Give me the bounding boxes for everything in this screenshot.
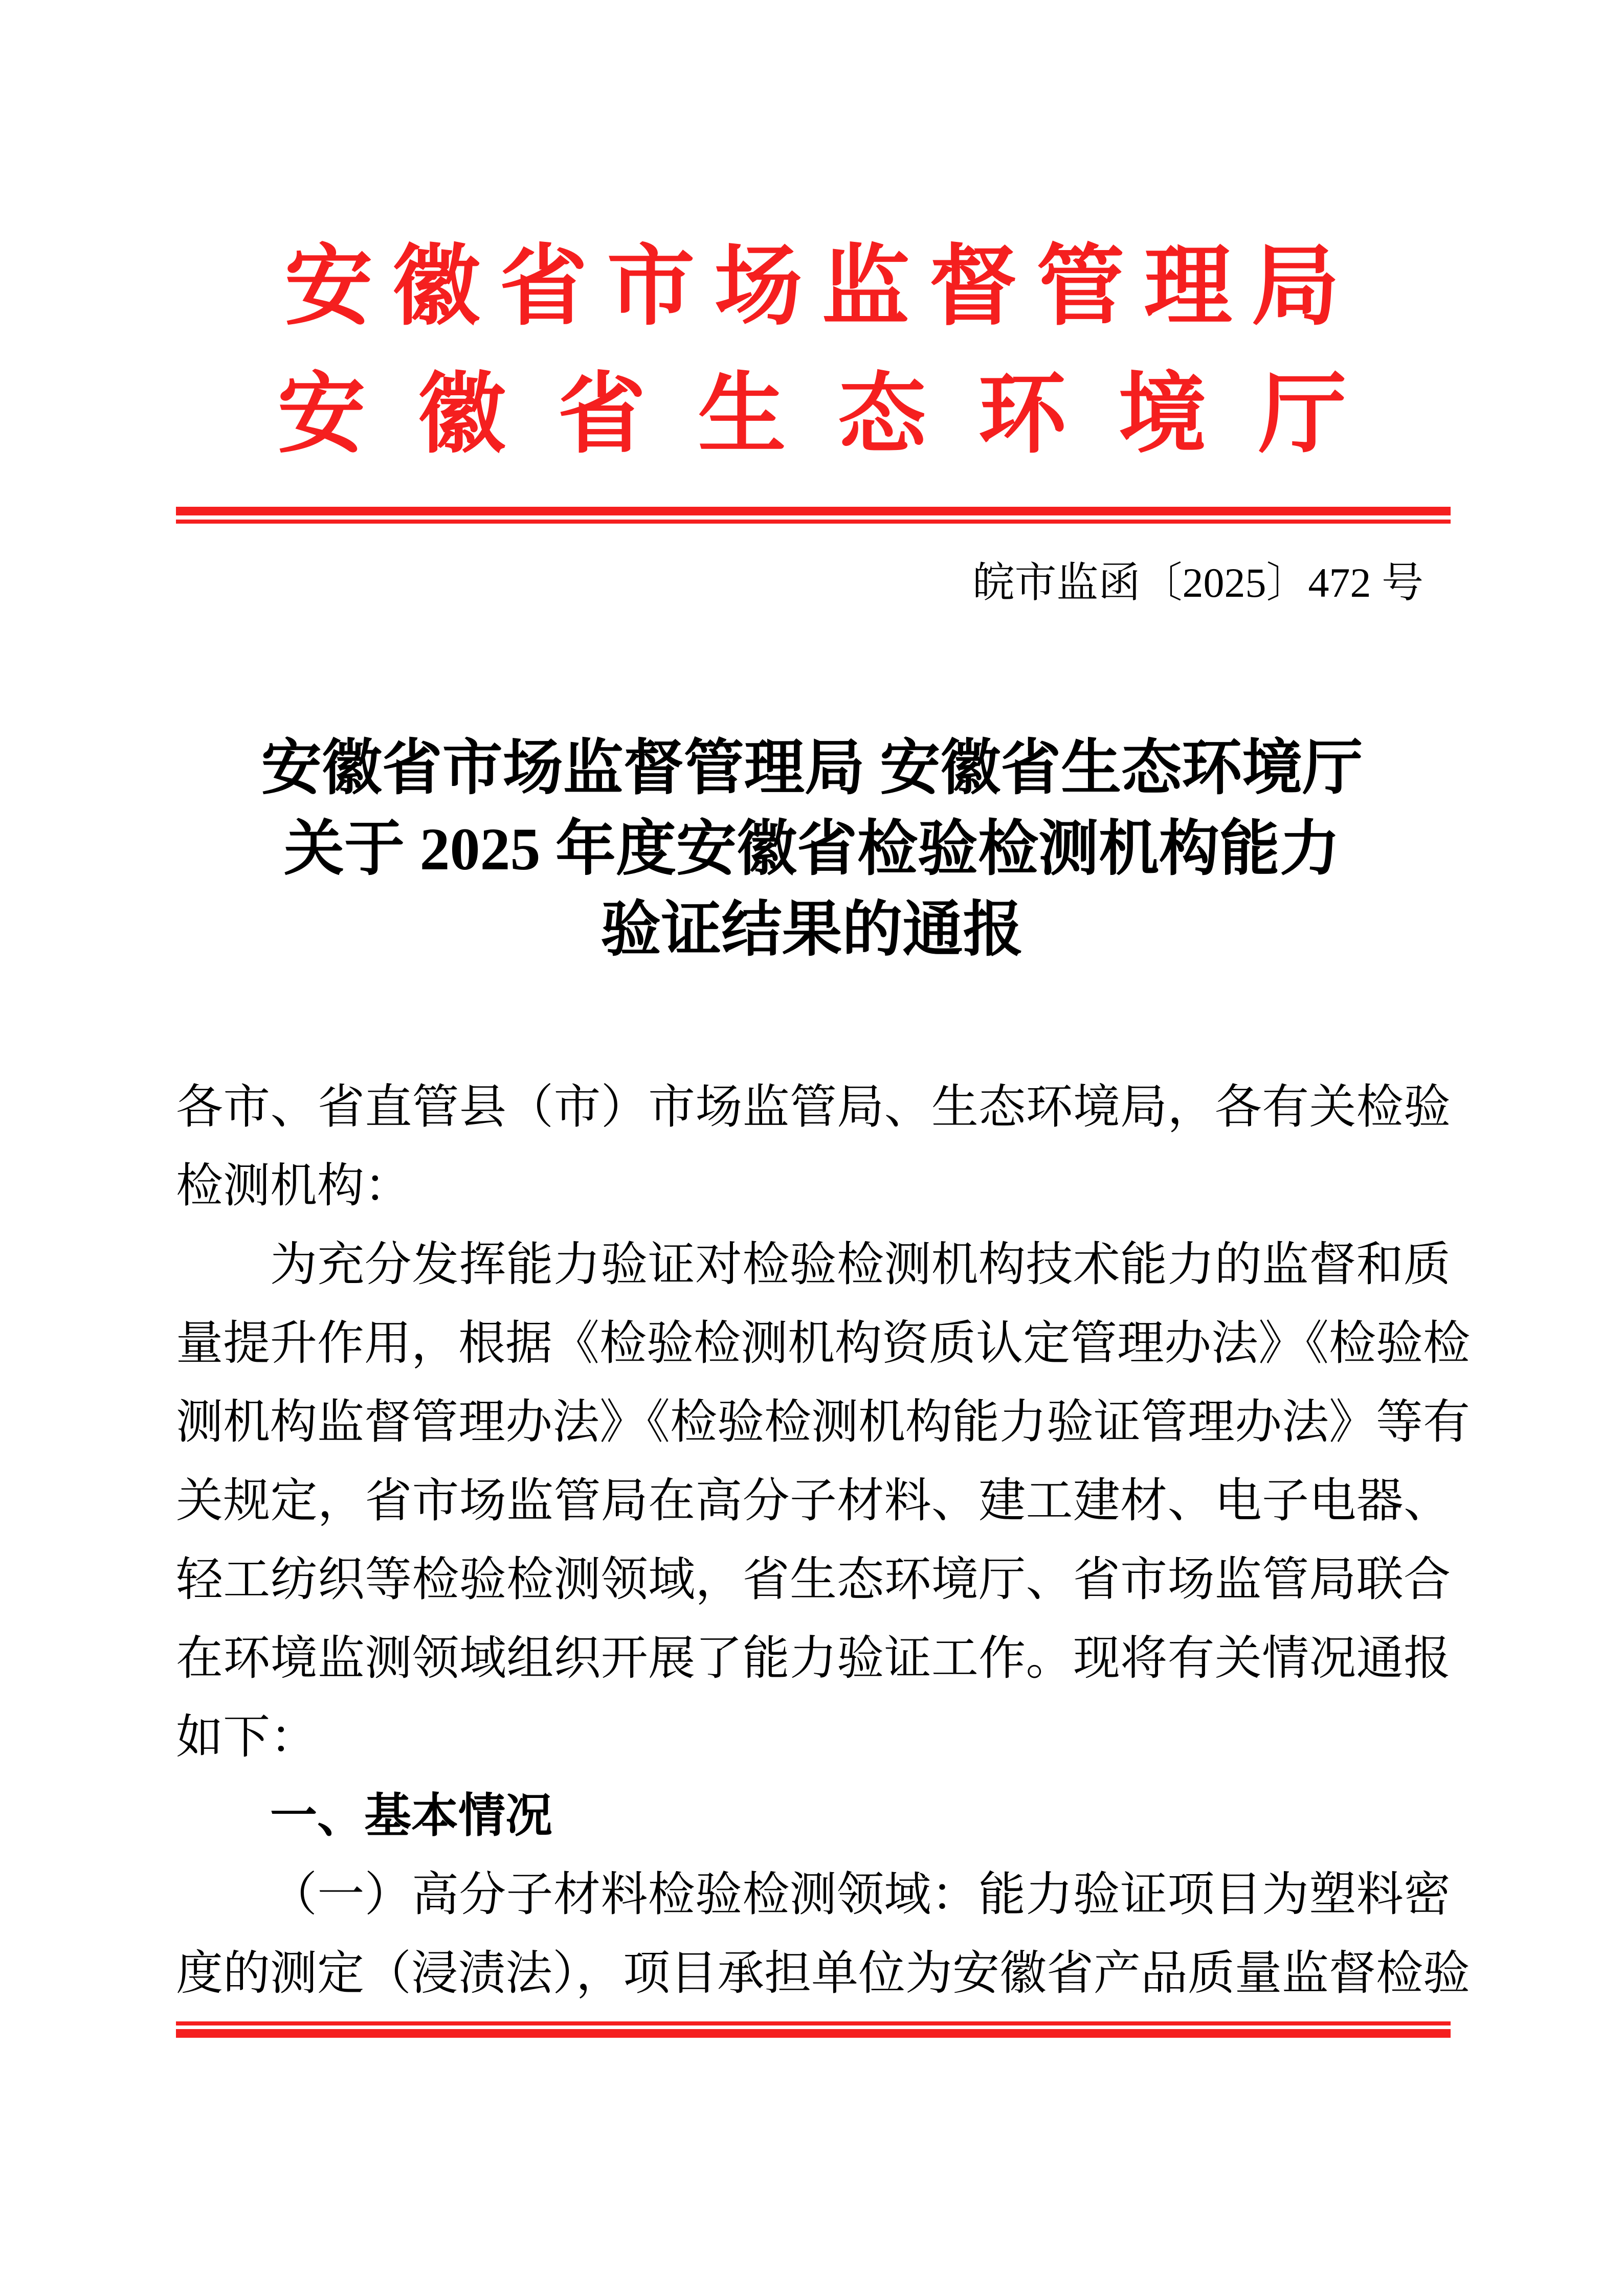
separator-thin-rule bbox=[176, 2021, 1451, 2025]
document-body bbox=[176, 1068, 1471, 2013]
body-section-heading: 一、基本情况 bbox=[270, 1790, 553, 1842]
body-line: 轻工纺织等检验检测领域，省生态环境厅、省市场监管局联合 bbox=[176, 1554, 1451, 1606]
body-line: （一）高分子材料检验检测领域：能力验证项目为塑料密 bbox=[270, 1869, 1451, 1921]
separator-thick-rule bbox=[176, 2029, 1451, 2038]
body-line: 在环境监测领域组织开展了能力验证工作。现将有关情况通报 bbox=[176, 1632, 1451, 1684]
separator-thin-rule bbox=[176, 520, 1451, 524]
letterhead-agency-2: 安徽省生态环境厅 bbox=[277, 367, 1399, 464]
red-separator-top bbox=[176, 507, 1451, 524]
separator-thick-rule bbox=[176, 507, 1451, 515]
document-number: 皖市监函〔2025〕472 号 bbox=[972, 559, 1423, 606]
body-line: 如下： bbox=[176, 1711, 318, 1763]
letterhead bbox=[0, 239, 1624, 463]
body-line: 各市、省直管县（市）市场监管局、生态环境局，各有关检验 bbox=[176, 1081, 1451, 1133]
body-line: 为充分发挥能力验证对检验检测机构技术能力的监督和质 bbox=[270, 1239, 1451, 1291]
body-line: 测机构监督管理办法》《检验检测机构能力验证管理办法》等有 bbox=[176, 1396, 1471, 1448]
title-line-1: 安徽省市场监督管理局 安徽省生态环境厅 bbox=[261, 735, 1363, 802]
title-line-3: 验证结果的通报 bbox=[600, 896, 1024, 963]
body-line: 检测机构： bbox=[176, 1160, 412, 1212]
body-line: 度的测定（浸渍法），项目承担单位为安徽省产品质量监督检验 bbox=[176, 1947, 1471, 1999]
letterhead-agency-1: 安徽省市场监督管理局 bbox=[284, 239, 1359, 336]
document-title bbox=[0, 728, 1624, 971]
red-separator-bottom bbox=[176, 2021, 1451, 2038]
body-line: 关规定，省市场监管局在高分子材料、建工建材、电子电器、 bbox=[176, 1475, 1451, 1527]
body-line: 量提升作用，根据《检验检测机构资质认定管理办法》《检验检 bbox=[176, 1317, 1471, 1369]
title-line-2: 关于 2025 年度安徽省检验检测机构能力 bbox=[283, 816, 1340, 883]
